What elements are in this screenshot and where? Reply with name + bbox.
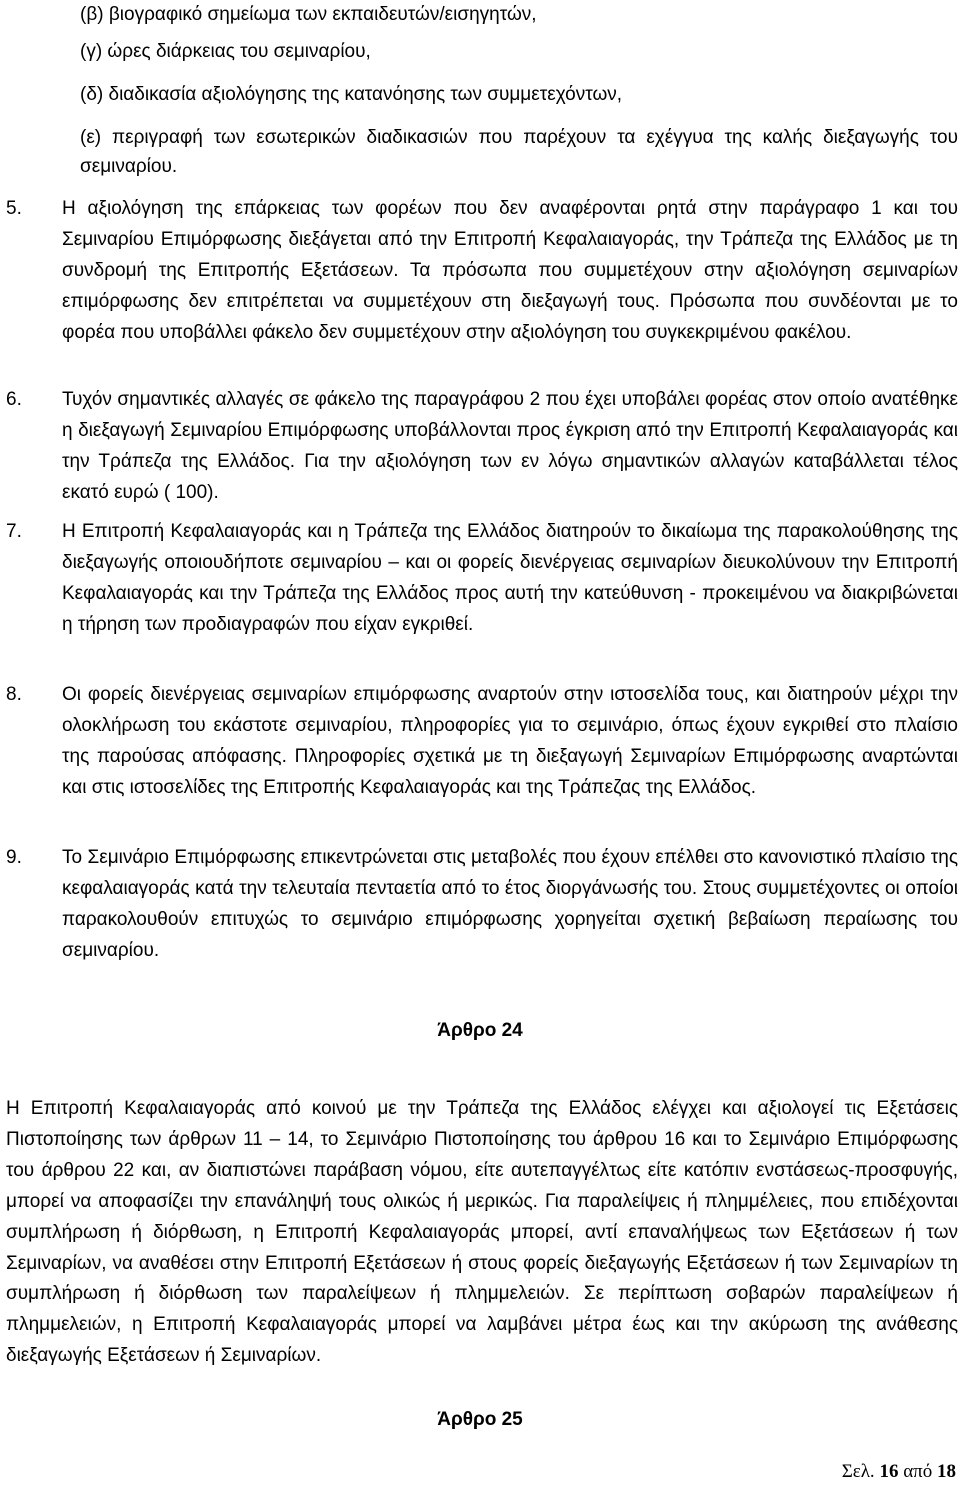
article-24-title: Άρθρο 24 <box>437 1020 523 1041</box>
list-item-c: (γ) ώρες διάρκειας του σεμιναρίου, <box>80 41 371 62</box>
footer-prefix: Σελ. <box>841 1461 880 1482</box>
paragraph-7 <box>6 516 958 640</box>
paragraph-6 <box>6 384 958 508</box>
list-item-d: (δ) διαδικασία αξιολόγησης της κατανόησης των συμμετεχόντων, <box>80 84 623 105</box>
paragraph-text: Οι φορείς διενέργειας σεμιναρίων επιμόρφωσης αναρτούν στην ιστοσελίδα τους, και διατηρούν μέχρι την ολοκλήρωση του εκάστοτε σεμιναρίου, πληροφορίες για το σεμινάριο, όπως έχουν εγκριθεί στο πλαίσιο της παρούσας απόφασης. Πληροφορίες σχετικά με τη διεξαγωγή Σεμιναρίων Επιμόρφωσης αναρτώνται και στις ιστοσελίδες της Επιτροπής Κεφαλαιαγοράς και της Τράπεζας της Ελλάδος. <box>62 684 958 798</box>
paragraph-9 <box>6 842 958 966</box>
paragraph-number: 5. <box>6 198 22 219</box>
page-number-footer <box>842 1460 956 1484</box>
paragraph-number: 8. <box>6 684 22 705</box>
paragraph-8 <box>6 679 958 803</box>
paragraph-5 <box>6 193 958 348</box>
article-24-body: Η Επιτροπή Κεφαλαιαγοράς από κοινού με την Τράπεζα της Ελλάδος ελέγχει και αξιολογεί τις Εξετάσεις Πιστοποίησης των άρθρων 11 – 14, το Σεμινάριο Πιστοποίησης του άρθρου 16 και το Σεμινάριο Επιμόρφωσης του άρθρου 22 και, αν διαπιστώνει παράβαση νόμου, είτε αυτεπαγγέλτως είτε κατόπιν ενστάσεως-προσφυγής, μπορεί να αποφασίζει την επανάληψή τους ολικώς ή μερικώς. Για παραλείψεις ή πλημμέλειες, που επιδέχονται συμπλήρωση ή διόρθωση, η Επιτροπή Κεφαλαιαγοράς μπορεί, αντί επαναλήψεως των Εξετάσεων ή των Σεμιναρίων, να αναθέσει στην Επιτροπή Εξετάσεων ή στους φορείς διεξαγωγής Εξετάσεων ή των Σεμιναρίων τη συμπλήρωση ή διόρθωση των παραλείψεων ή πλημμελειών. Σε περίπτωση σοβαρών παραλείψεων ή πλημμελειών, η Επιτροπή Κεφαλαιαγοράς μπορεί να λαμβάνει μέτρα έως και την ακύρωση της ανάθεσης διεξαγωγής Εξετάσεων ή Σεμιναρίων. <box>6 1098 958 1367</box>
paragraph-number: 7. <box>6 521 22 542</box>
paragraph-number: 6. <box>6 389 22 410</box>
list-item-b: (β) βιογραφικό σημείωμα των εκπαιδευτών/εισηγητών, <box>80 4 537 25</box>
paragraph-number: 9. <box>6 847 22 868</box>
footer-total-pages: 18 <box>937 1461 956 1482</box>
footer-current-page: 16 <box>879 1461 899 1482</box>
paragraph-text: Τυχόν σημαντικές αλλαγές σε φάκελο της παραγράφου 2 που έχει υποβάλει φορέας στον οποίο ανατέθηκε η διεξαγωγή Σεμιναρίου Επιμόρφωσης υποβάλλονται προς έγκριση από την Επιτροπή Κεφαλαιαγοράς και την Τράπεζα της Ελλάδος. Για την αξιολόγηση των εν λόγω σημαντικών αλλαγών καταβάλλεται τέλος εκατό ευρώ ( 100). <box>62 389 958 503</box>
paragraph-text: Η Επιτροπή Κεφαλαιαγοράς και η Τράπεζα της Ελλάδος διατηρούν το δικαίωμα της παρακολούθησης της διεξαγωγής οποιουδήποτε σεμιναρίου – και οι φορείς διενέργειας σεμιναρίων διευκολύνουν την Επιτροπή Κεφαλαιαγοράς και την Τράπεζα της Ελλάδος προς αυτή την κατεύθυνση - προκειμένου να διακριβώνεται η τήρηση των προδιαγραφών που είχαν εγκριθεί. <box>62 521 958 635</box>
paragraph-text: Η αξιολόγηση της επάρκειας των φορέων που δεν αναφέρονται ρητά στην παράγραφο 1 και του Σεμιναρίου Επιμόρφωσης διεξάγεται από την Επιτροπή Κεφαλαιαγοράς, την Τράπεζα της Ελλάδος με τη συνδρομή της Επιτροπής Εξετάσεων. Τα πρόσωπα που συμμετέχουν στην αξιολόγηση σεμιναρίων επιμόρφωσης δεν επιτρέπεται να συμμετέχουν στη διεξαγωγή τους. Πρόσωπα που συνδέονται με το φορέα που υποβάλλει φάκελο δεν συμμετέχουν στην αξιολόγηση του συγκεκριμένου φακέλου. <box>62 198 958 343</box>
paragraph-text: Το Σεμινάριο Επιμόρφωσης επικεντρώνεται στις μεταβολές που έχουν επέλθει στο κανονιστικό πλαίσιο της κεφαλαιαγοράς κατά την τελευταία πενταετία από το έτος διοργάνωσής του. Στους συμμετέχοντες οι οποίοι παρακολουθούν επιτυχώς το σεμινάριο επιμόρφωσης χορηγείται σχετική βεβαίωση περαίωσης του σεμιναρίου. <box>62 847 958 961</box>
footer-middle: από <box>898 1461 937 1482</box>
article-25-title: Άρθρο 25 <box>437 1409 523 1430</box>
list-item-e: (ε) περιγραφή των εσωτερικών διαδικασιών που παρέχουν τα εχέγγυα της καλής διεξαγωγής του σεμιναρίου. <box>80 127 958 177</box>
